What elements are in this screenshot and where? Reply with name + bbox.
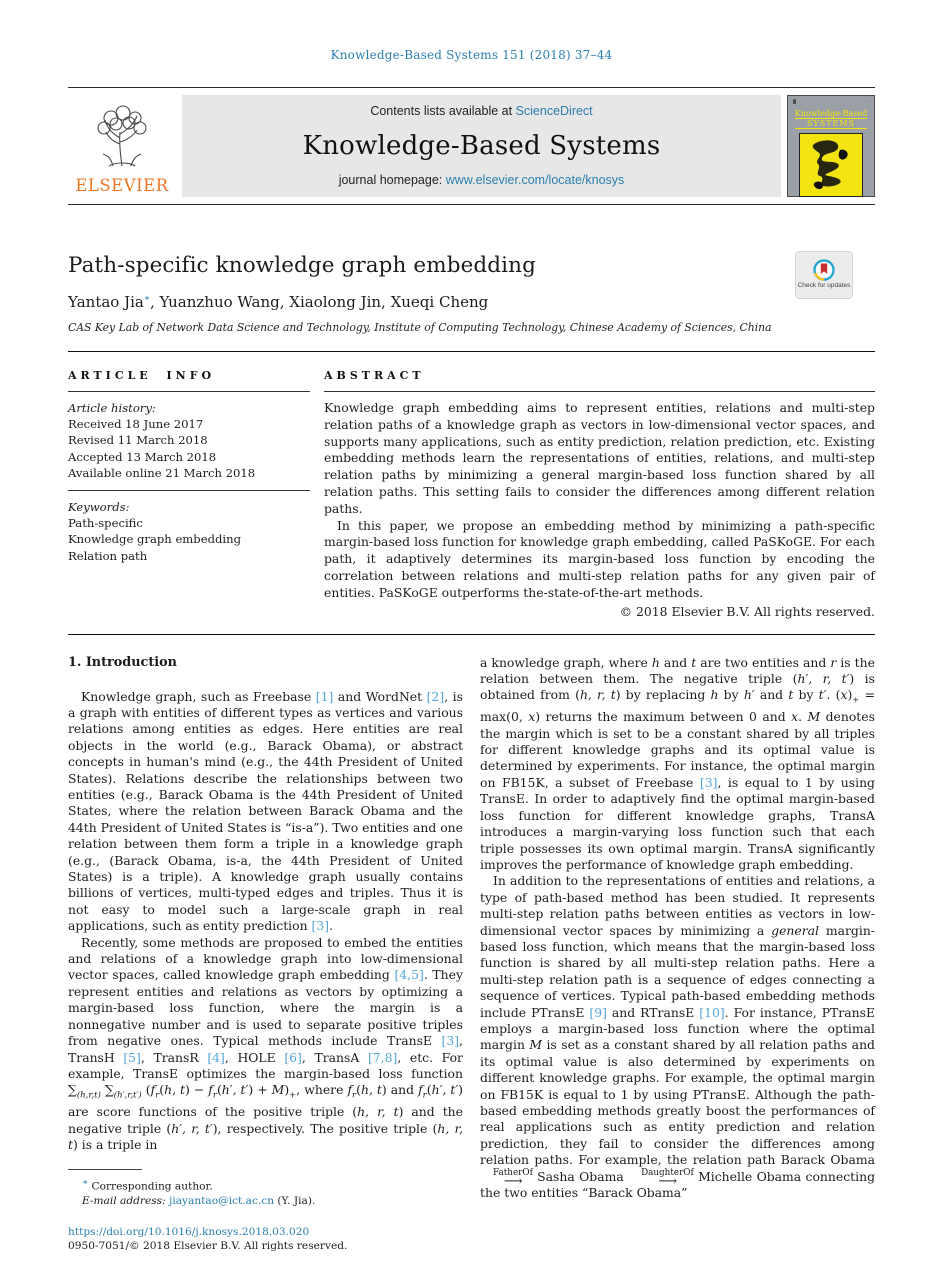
history-item: Revised 11 March 2018 [68, 433, 208, 448]
abstract-heading: ABSTRACT [324, 369, 425, 382]
cover-art-icon [799, 133, 863, 197]
journal-title: Knowledge-Based Systems [302, 130, 661, 161]
elsevier-wordmark: ELSEVIER [75, 176, 169, 195]
banner-center [182, 95, 781, 197]
journal-cover [787, 95, 875, 197]
check-for-updates-badge[interactable] [795, 251, 853, 299]
authors-line: Yantao Jia∗, Yuanzhuo Wang, Xiaolong Jin, Xueqi Cheng [68, 293, 489, 311]
relation-arrow: FatherOf ⟶ [493, 1167, 533, 1189]
intro-heading: 1. Introduction [68, 654, 177, 670]
homepage-line [339, 173, 625, 187]
intro-paragraph: Recently, some methods are proposed to embed the entities and relations of a knowledge graph into low-dimensional vector spaces, called knowledge graph embedding [4,5]. They represent entities and relations as vectors by optimizing a margin-based loss function, where the margin is a nonnegative number and is used to separate positive triples from negative ones. Typical methods include TransE [3], TransH [5], TransR [4], HOLE [6], TransA [7,8], etc. For example, TransE optimizes the margin-based loss function $\sum_{(h,r,t)}$ $\sum_{(h',r,t')}$ ($f_r(h$, $t) - f_r(h'$, $t') + M)_+$, where $f_r(h$, t) and $f_r(h'$, t′) are score functions of the positive triple (h, r, t) and the negative triple (h′, r, t′), respectively. The positive triple (h, r, t) is a triple in [68, 934, 464, 1152]
cover-top-marks: ▓ ··· [793, 99, 869, 104]
article-info-rule [68, 391, 310, 392]
abstract-paragraph: Knowledge graph embedding aims to represent entities, relations and multi-step relation paths of a knowledge graph as vectors in low-dimensional vector spaces, and supports many applications, such as entity prediction, relation prediction, etc. Existing embedding methods learn the representations of entities, relations, and multi-step relation paths by minimizing a general margin-based loss function shared by all relation paths. This setting fails to consider the differences among different relation paths. [324, 400, 875, 516]
citation-link[interactable]: [2] [426, 688, 445, 704]
citation-link[interactable]: [5] [123, 1049, 141, 1065]
citation-link[interactable]: [3] [699, 774, 718, 790]
elsevier-tree-icon [89, 104, 155, 174]
intro-paragraph: a knowledge graph, where h and t are two entities and r is the relation between them. The negative triple (h′, r, t′) is obtained from (h, r, t) by replacing h by h′ and t by t′. $(x)_+ = \max(0$, x) returns the maximum between 0 and x. M denotes the margin which is set to be a constant shared by all triples for different knowledge graphs and its optimal value is determined by experiments. For instance, the optimal margin on FB15K, a subset of Freebase [3], is equal to 1 by using TransE. In order to adaptively find the optimal margin-based loss function for different knowledge graphs, TransA introduces a margin-varying loss function such that each triple possesses its own optimal margin. TransA significantly improves the performance of knowledge graph embedding. [480, 654, 875, 872]
citation-link[interactable]: [4] [207, 1049, 225, 1065]
body-divider [68, 634, 875, 635]
keyword-item: Knowledge graph embedding [68, 532, 242, 547]
citation-link[interactable]: [3] [311, 918, 330, 934]
keyword-item: Relation path [68, 548, 148, 563]
email-label: E-mail address: [82, 1195, 166, 1208]
journal-banner [68, 95, 875, 197]
history-item: Accepted 13 March 2018 [68, 449, 217, 464]
keywords-label: Keywords: [68, 500, 130, 515]
citation-link[interactable]: [4,5] [394, 967, 424, 983]
banner-bottom-rule [68, 204, 875, 205]
intro-paragraph: Knowledge graph, such as Freebase [1] and WordNet [2], is a graph with entities of different types as vertices and various relations among entities as edges. Here entities are real objects in the world (e.g., Barack Obama), or abstract concepts in human's mind (e.g., the 44th President of United States). Relations describe the relationships between two entities (e.g., Barack Obama is the 44th President of United States, where the relation between Barack Obama and the 44th President of United States is “is-a”). Two entities and one relation between them form a triple in a knowledge graph (e.g., (Barack Obama, is-a, the 44th President of United States) is a triple). A knowledge graph usually contains billions of vertices, multi-typed edges and triples. Thus it is not easy to model such a large-scale graph in real applications, such as entity prediction [3]. [68, 688, 464, 934]
copyright-line: © 2018 Elsevier B.V. All rights reserved. [619, 603, 875, 619]
keyword-item: Path-specific [68, 516, 143, 531]
issn-line: 0950-7051/© 2018 Elsevier B.V. All rights reserved. [68, 1240, 348, 1253]
citation-link[interactable]: [9] [589, 1004, 607, 1020]
page-header: Knowledge-Based Systems 151 (2018) 37–44 [330, 48, 613, 62]
page-title: Path-specific knowledge graph embedding [68, 253, 536, 278]
citation-link[interactable]: [10] [699, 1004, 725, 1020]
relation-arrow: DaughterOf ⟶ [641, 1167, 694, 1189]
abstract-paragraph: In this paper, we propose an embedding method by minimizing a path-specific margin-based loss function for knowledge graph embedding, called PaSKoGE. For each path, it adaptively determines its margin-based loss function by encoding the correlation between relations and multi-step relation paths for any given pair of entities. PaSKoGE outperforms the-state-of-the-art methods. [324, 517, 875, 600]
article-info-section [68, 369, 310, 619]
keywords-rule [68, 490, 310, 491]
affiliation: CAS Key Lab of Network Data Science and Technology, Institute of Computing Technology, Chinese Academy of Sciences, China [68, 321, 772, 334]
homepage-link[interactable]: www.elsevier.com/locate/knosys [445, 173, 625, 187]
citation-link[interactable]: [3] [441, 1033, 460, 1049]
journal-cover-thumbnail [787, 95, 875, 197]
email-suffix: (Y. Jia). [274, 1195, 316, 1208]
corresponding-author-note [68, 1176, 463, 1194]
footnote-rule [68, 1169, 142, 1170]
right-column [480, 655, 875, 1254]
footnote-marker: ∗ [82, 1178, 89, 1189]
contents-prefix: Contents lists available at [370, 104, 516, 118]
abstract-rule [324, 391, 875, 392]
footnote-block [68, 1169, 463, 1254]
citation-link[interactable]: [7,8] [367, 1049, 398, 1065]
contents-line [370, 104, 592, 118]
cover-title-line2: SYSTEMS [795, 118, 867, 129]
check-badge-label: Check for updates [797, 282, 851, 290]
article-history-label: Article history: [68, 401, 156, 415]
abstract-section [324, 369, 875, 619]
corresponding-text: Corresponding author. [88, 1180, 213, 1193]
citation-link[interactable]: [1] [315, 688, 334, 704]
journal-article-page [0, 48, 925, 1282]
cover-title-line1: Knowledge-Based [794, 109, 868, 118]
email-link[interactable]: jiayantao@ict.ac.cn [169, 1195, 275, 1208]
citation-link[interactable]: [6] [284, 1049, 302, 1065]
intro-paragraph: In addition to the representations of entities and relations, a type of path-based method has been studied. It represents multi-step relation paths between entities as vectors in low-dimensional vector spaces by minimizing a general margin-based loss function, which means that the margin-based loss function is shared by all multi-step relation paths. Here a multi-step relation path is a sequence of edges connecting a sequence of vertices. Typical path-based embedding methods include PTransE [9] and RTransE [10]. For instance, PTransE employs a margin-based loss function where the optimal margin M is set as a constant shared by all relation paths and its optimal value is also determined by experiments on different knowledge graphs. For example, the optimal margin on FB15K is equal to 1 by using PTransE. Although the path-based embedding methods greatly boost the performances of real applications such as entity prediction and relation prediction, they fail to consider the differences among relation paths. For example, the relation path Barack Obama FatherOf ⟶ Sasha Obama DaughterOf ⟶ Michelle Obama connecting the two entities “Barack Obama” [480, 873, 876, 1201]
history-item: Available online 21 March 2018 [68, 465, 256, 480]
sciencedirect-link[interactable]: ScienceDirect [515, 104, 593, 118]
article-info-heading: ARTICLE INFO [68, 369, 216, 382]
cover-title [795, 109, 867, 129]
top-rule [68, 87, 875, 88]
section-divider [68, 351, 875, 352]
left-column [68, 655, 463, 1254]
history-item: Received 18 June 2017 [68, 417, 204, 432]
email-note [68, 1194, 463, 1209]
homepage-prefix: journal homepage: [338, 173, 446, 187]
elsevier-logo [68, 95, 176, 197]
doi-link[interactable]: https://doi.org/10.1016/j.knosys.2018.03.020 [68, 1225, 310, 1238]
check-for-updates-icon [813, 259, 835, 281]
